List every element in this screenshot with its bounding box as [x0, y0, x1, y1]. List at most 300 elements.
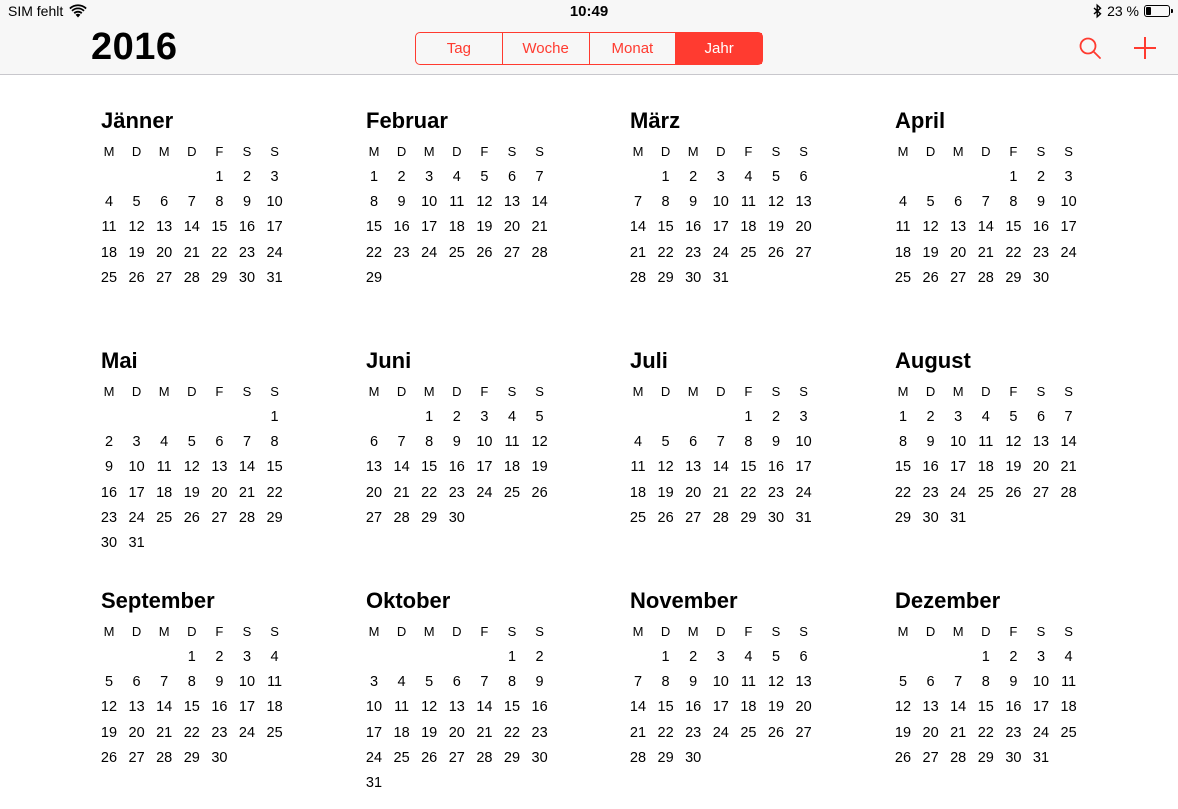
month-august[interactable] — [895, 346, 1095, 569]
day-cell[interactable]: 24 — [712, 724, 729, 741]
day-cell[interactable]: 30 — [685, 749, 702, 766]
day-cell[interactable]: 16 — [100, 484, 118, 501]
day-cell[interactable]: 8 — [661, 674, 670, 691]
day-cell[interactable]: 2 — [771, 409, 781, 425]
day-cell[interactable]: 26 — [421, 749, 438, 766]
day-cell[interactable]: 9 — [397, 194, 406, 211]
day-cell[interactable]: 12 — [767, 674, 785, 691]
day-cell[interactable]: 10 — [950, 434, 967, 451]
day-cell[interactable]: 31 — [266, 269, 283, 286]
day-cell[interactable]: 17 — [950, 459, 967, 476]
day-cell[interactable]: 12 — [183, 459, 200, 476]
day-cell[interactable]: 5 — [771, 649, 781, 665]
day-cell[interactable]: 29 — [740, 509, 757, 526]
day-cell[interactable]: 10 — [712, 674, 729, 691]
day-cell[interactable]: 15 — [211, 219, 228, 236]
month-november[interactable] — [630, 586, 830, 809]
day-cell[interactable]: 21 — [531, 219, 548, 236]
day-cell[interactable]: 26 — [922, 269, 939, 286]
day-cell[interactable]: 24 — [950, 484, 967, 501]
day-cell[interactable]: 12 — [922, 219, 939, 236]
day-cell[interactable]: 14 — [950, 699, 967, 716]
day-cell[interactable]: 9 — [104, 459, 114, 476]
day-cell[interactable]: 20 — [795, 219, 812, 236]
day-cell[interactable]: 3 — [480, 409, 489, 425]
day-cell[interactable]: 20 — [211, 484, 228, 501]
day-cell[interactable]: 4 — [507, 409, 517, 425]
day-cell[interactable]: 23 — [685, 244, 702, 261]
day-cell[interactable]: 6 — [369, 434, 379, 451]
day-cell[interactable]: 10 — [795, 434, 812, 451]
day-cell[interactable]: 17 — [365, 724, 383, 741]
day-cell[interactable]: 23 — [211, 724, 228, 741]
day-cell[interactable]: 28 — [950, 749, 967, 766]
day-cell[interactable]: 4 — [744, 169, 753, 185]
month-oktober[interactable] — [366, 586, 566, 809]
day-cell[interactable]: 25 — [393, 749, 410, 766]
day-cell[interactable]: 26 — [531, 484, 548, 501]
day-cell[interactable]: 22 — [211, 244, 228, 261]
day-cell[interactable]: 6 — [926, 674, 935, 691]
day-cell[interactable]: 2 — [1036, 169, 1046, 185]
day-cell[interactable]: 26 — [1005, 484, 1022, 501]
day-cell[interactable]: 25 — [503, 484, 521, 501]
month-title[interactable]: November — [630, 588, 738, 613]
day-cell[interactable]: 5 — [898, 674, 908, 691]
day-cell[interactable]: 7 — [187, 194, 196, 211]
day-cell[interactable]: 19 — [894, 724, 912, 741]
day-cell[interactable]: 26 — [767, 244, 785, 261]
day-cell[interactable]: 29 — [183, 749, 200, 766]
day-cell[interactable]: 27 — [950, 269, 967, 286]
day-cell[interactable]: 10 — [266, 194, 283, 211]
day-cell[interactable]: 23 — [922, 484, 939, 501]
day-cell[interactable]: 16 — [448, 459, 465, 476]
day-cell[interactable]: 8 — [1009, 194, 1018, 211]
day-cell[interactable]: 22 — [365, 244, 383, 261]
day-cell[interactable]: 21 — [393, 484, 410, 501]
day-cell[interactable]: 15 — [421, 459, 438, 476]
day-cell[interactable]: 3 — [716, 169, 725, 185]
day-cell[interactable]: 24 — [238, 724, 256, 741]
day-cell[interactable]: 7 — [1064, 409, 1073, 425]
day-cell[interactable]: 9 — [1036, 194, 1046, 211]
day-cell[interactable]: 20 — [795, 699, 812, 716]
day-cell[interactable]: 24 — [128, 509, 145, 526]
day-cell[interactable]: 17 — [1060, 219, 1077, 236]
day-cell[interactable]: 14 — [393, 459, 410, 476]
day-cell[interactable]: 8 — [187, 674, 196, 691]
day-cell[interactable]: 29 — [503, 749, 521, 766]
day-cell[interactable]: 6 — [215, 434, 224, 451]
day-cell[interactable]: 15 — [183, 699, 200, 716]
day-cell[interactable]: 29 — [657, 269, 674, 286]
day-cell[interactable]: 24 — [1032, 724, 1050, 741]
day-cell[interactable]: 3 — [369, 674, 379, 691]
day-cell[interactable]: 14 — [1060, 434, 1077, 451]
day-cell[interactable]: 29 — [211, 269, 228, 286]
day-cell[interactable]: 24 — [712, 244, 729, 261]
day-cell[interactable]: 22 — [266, 484, 283, 501]
day-cell[interactable]: 13 — [795, 194, 812, 211]
day-cell[interactable]: 18 — [740, 219, 757, 236]
day-cell[interactable]: 27 — [795, 244, 812, 261]
day-cell[interactable]: 20 — [156, 244, 173, 261]
day-cell[interactable]: 25 — [977, 484, 994, 501]
month-dezember[interactable] — [895, 586, 1095, 809]
day-cell[interactable]: 16 — [767, 459, 785, 476]
day-cell[interactable]: 18 — [448, 219, 465, 236]
day-cell[interactable]: 2 — [104, 434, 114, 451]
day-cell[interactable]: 24 — [266, 244, 283, 261]
day-cell[interactable]: 3 — [1064, 169, 1073, 185]
month-september[interactable] — [101, 586, 301, 809]
day-cell[interactable]: 8 — [661, 194, 670, 211]
day-cell[interactable]: 27 — [211, 509, 228, 526]
day-cell[interactable]: 7 — [981, 194, 990, 211]
day-cell[interactable]: 30 — [685, 269, 702, 286]
day-cell[interactable]: 3 — [425, 169, 434, 185]
day-cell[interactable]: 4 — [160, 434, 169, 451]
day-cell[interactable]: 13 — [128, 699, 145, 716]
day-cell[interactable]: 10 — [1032, 674, 1050, 691]
day-cell[interactable]: 6 — [160, 194, 169, 211]
day-cell[interactable]: 20 — [1032, 459, 1050, 476]
day-cell[interactable]: 8 — [744, 434, 753, 451]
month-title[interactable]: April — [895, 108, 946, 133]
day-cell[interactable]: 1 — [981, 649, 990, 665]
day-cell[interactable]: 20 — [922, 724, 939, 741]
day-cell[interactable]: 13 — [156, 219, 173, 236]
month-title[interactable]: März — [630, 108, 681, 133]
day-cell[interactable]: 17 — [1032, 699, 1050, 716]
day-cell[interactable]: 10 — [238, 674, 256, 691]
day-cell[interactable]: 7 — [480, 674, 489, 691]
day-cell[interactable]: 23 — [767, 484, 785, 501]
day-cell[interactable]: 25 — [100, 269, 118, 286]
day-cell[interactable]: 25 — [1060, 724, 1077, 741]
day-cell[interactable]: 2 — [689, 169, 698, 185]
month-title[interactable]: Mai — [101, 348, 138, 373]
day-cell[interactable]: 11 — [740, 674, 756, 691]
day-cell[interactable]: 27 — [128, 749, 145, 766]
day-cell[interactable]: 15 — [365, 219, 383, 236]
day-cell[interactable]: 18 — [503, 459, 521, 476]
day-cell[interactable]: 6 — [507, 169, 517, 185]
day-cell[interactable]: 10 — [712, 194, 729, 211]
day-cell[interactable]: 23 — [238, 244, 256, 261]
day-cell[interactable]: 18 — [393, 724, 410, 741]
day-cell[interactable]: 2 — [397, 169, 406, 185]
day-cell[interactable]: 3 — [270, 169, 279, 185]
day-cell[interactable]: 26 — [183, 509, 200, 526]
day-cell[interactable]: 27 — [365, 509, 383, 526]
day-cell[interactable]: 19 — [128, 244, 145, 261]
day-cell[interactable]: 9 — [215, 674, 224, 691]
day-cell[interactable]: 22 — [740, 484, 757, 501]
day-cell[interactable]: 18 — [977, 459, 994, 476]
month-februar[interactable] — [366, 106, 566, 329]
day-cell[interactable]: 4 — [633, 434, 643, 451]
day-cell[interactable]: 7 — [716, 434, 725, 451]
day-cell[interactable]: 25 — [740, 244, 757, 261]
day-cell[interactable]: 21 — [629, 724, 647, 741]
day-cell[interactable]: 19 — [531, 459, 548, 476]
day-cell[interactable]: 21 — [156, 724, 173, 741]
month-title[interactable]: September — [101, 588, 215, 613]
day-cell[interactable]: 13 — [503, 194, 521, 211]
day-cell[interactable]: 5 — [187, 434, 196, 451]
day-cell[interactable]: 28 — [183, 269, 200, 286]
day-cell[interactable]: 31 — [712, 269, 729, 286]
day-cell[interactable]: 29 — [365, 269, 383, 286]
day-cell[interactable]: 30 — [922, 509, 939, 526]
day-cell[interactable]: 1 — [898, 409, 908, 425]
day-cell[interactable]: 10 — [476, 434, 493, 451]
day-cell[interactable]: 16 — [922, 459, 939, 476]
day-cell[interactable]: 18 — [1060, 699, 1077, 716]
day-cell[interactable]: 11 — [101, 219, 117, 236]
day-cell[interactable]: 6 — [689, 434, 698, 451]
day-cell[interactable]: 31 — [950, 509, 967, 526]
day-cell[interactable]: 9 — [1009, 674, 1018, 691]
day-cell[interactable]: 8 — [215, 194, 224, 211]
day-cell[interactable]: 27 — [1032, 484, 1050, 501]
day-cell[interactable]: 23 — [100, 509, 118, 526]
day-cell[interactable]: 8 — [270, 434, 279, 451]
day-cell[interactable]: 1 — [1009, 169, 1018, 185]
day-cell[interactable]: 1 — [425, 409, 434, 425]
day-cell[interactable]: 7 — [954, 674, 963, 691]
day-cell[interactable]: 19 — [767, 219, 785, 236]
day-cell[interactable]: 6 — [132, 674, 141, 691]
day-cell[interactable]: 28 — [393, 509, 410, 526]
day-cell[interactable]: 22 — [183, 724, 200, 741]
day-cell[interactable]: 17 — [795, 459, 812, 476]
day-cell[interactable]: 24 — [795, 484, 812, 501]
day-cell[interactable]: 28 — [629, 269, 647, 286]
day-cell[interactable]: 16 — [685, 699, 702, 716]
day-cell[interactable]: 17 — [476, 459, 493, 476]
day-cell[interactable]: 3 — [799, 409, 808, 425]
month-title[interactable]: Februar — [366, 108, 448, 133]
day-cell[interactable]: 26 — [128, 269, 145, 286]
day-cell[interactable]: 5 — [771, 169, 781, 185]
day-cell[interactable]: 27 — [156, 269, 173, 286]
day-cell[interactable]: 28 — [629, 749, 647, 766]
day-cell[interactable]: 12 — [476, 194, 493, 211]
day-cell[interactable]: 2 — [242, 169, 252, 185]
day-cell[interactable]: 28 — [156, 749, 173, 766]
day-cell[interactable]: 22 — [657, 724, 674, 741]
day-cell[interactable]: 23 — [393, 244, 410, 261]
day-cell[interactable]: 20 — [365, 484, 383, 501]
day-cell[interactable]: 21 — [977, 244, 994, 261]
day-cell[interactable]: 16 — [211, 699, 228, 716]
day-cell[interactable]: 30 — [1005, 749, 1022, 766]
month-juli[interactable] — [630, 346, 830, 569]
day-cell[interactable]: 21 — [183, 244, 200, 261]
day-cell[interactable]: 16 — [685, 219, 702, 236]
day-cell[interactable]: 4 — [981, 409, 990, 425]
day-cell[interactable]: 27 — [922, 749, 939, 766]
day-cell[interactable]: 15 — [503, 699, 521, 716]
day-cell[interactable]: 7 — [633, 674, 643, 691]
search-icon[interactable] — [1076, 34, 1104, 62]
day-cell[interactable]: 10 — [365, 699, 383, 716]
day-cell[interactable]: 13 — [950, 219, 967, 236]
day-cell[interactable]: 29 — [266, 509, 283, 526]
day-cell[interactable]: 11 — [267, 674, 283, 691]
day-cell[interactable]: 28 — [1060, 484, 1077, 501]
day-cell[interactable]: 6 — [799, 649, 808, 665]
day-cell[interactable]: 18 — [100, 244, 118, 261]
day-cell[interactable]: 13 — [211, 459, 228, 476]
day-cell[interactable]: 8 — [369, 194, 379, 211]
day-cell[interactable]: 10 — [1060, 194, 1077, 211]
day-cell[interactable]: 11 — [978, 434, 994, 451]
month-title[interactable]: Oktober — [366, 588, 451, 613]
day-cell[interactable]: 3 — [132, 434, 141, 451]
day-cell[interactable]: 13 — [795, 674, 812, 691]
day-cell[interactable]: 2 — [535, 649, 544, 665]
day-cell[interactable]: 23 — [448, 484, 465, 501]
day-cell[interactable]: 6 — [1036, 409, 1046, 425]
day-cell[interactable]: 24 — [476, 484, 493, 501]
day-cell[interactable]: 27 — [503, 244, 521, 261]
day-cell[interactable]: 21 — [712, 484, 729, 501]
segment-week[interactable]: Woche — [503, 33, 590, 64]
day-cell[interactable]: 25 — [266, 724, 283, 741]
day-cell[interactable]: 1 — [369, 169, 379, 185]
day-cell[interactable]: 29 — [421, 509, 438, 526]
day-cell[interactable]: 20 — [128, 724, 145, 741]
day-cell[interactable]: 22 — [503, 724, 521, 741]
day-cell[interactable]: 16 — [1005, 699, 1022, 716]
day-cell[interactable]: 12 — [894, 699, 912, 716]
day-cell[interactable]: 22 — [977, 724, 994, 741]
day-cell[interactable]: 3 — [1036, 649, 1046, 665]
day-cell[interactable]: 15 — [894, 459, 912, 476]
day-cell[interactable]: 11 — [630, 459, 646, 476]
day-cell[interactable]: 23 — [685, 724, 702, 741]
day-cell[interactable]: 11 — [504, 434, 520, 451]
day-cell[interactable]: 22 — [421, 484, 438, 501]
day-cell[interactable]: 13 — [365, 459, 383, 476]
day-cell[interactable]: 21 — [1060, 459, 1077, 476]
day-cell[interactable]: 7 — [535, 169, 544, 185]
day-cell[interactable]: 26 — [894, 749, 912, 766]
year-title[interactable]: 2016 — [91, 26, 178, 68]
day-cell[interactable]: 8 — [425, 434, 434, 451]
day-cell[interactable]: 30 — [531, 749, 548, 766]
day-cell[interactable]: 15 — [977, 699, 994, 716]
day-cell[interactable]: 12 — [100, 699, 118, 716]
day-cell[interactable]: 28 — [238, 509, 256, 526]
day-cell[interactable]: 16 — [1032, 219, 1050, 236]
day-cell[interactable]: 11 — [895, 219, 911, 236]
day-cell[interactable]: 2 — [926, 409, 935, 425]
day-cell[interactable]: 14 — [712, 459, 729, 476]
day-cell[interactable]: 28 — [977, 269, 994, 286]
day-cell[interactable]: 31 — [365, 775, 383, 791]
day-cell[interactable]: 5 — [425, 674, 434, 691]
day-cell[interactable]: 7 — [397, 434, 406, 451]
day-cell[interactable]: 19 — [183, 484, 200, 501]
day-cell[interactable]: 19 — [922, 244, 939, 261]
day-cell[interactable]: 13 — [448, 699, 465, 716]
day-cell[interactable]: 12 — [657, 459, 674, 476]
day-cell[interactable]: 11 — [449, 194, 465, 211]
day-cell[interactable]: 7 — [160, 674, 169, 691]
day-cell[interactable]: 10 — [128, 459, 145, 476]
day-cell[interactable]: 13 — [685, 459, 702, 476]
day-cell[interactable]: 30 — [448, 509, 465, 526]
day-cell[interactable]: 29 — [977, 749, 994, 766]
day-cell[interactable]: 25 — [629, 509, 647, 526]
day-cell[interactable]: 9 — [771, 434, 781, 451]
day-cell[interactable]: 4 — [898, 194, 908, 211]
day-cell[interactable]: 14 — [531, 194, 548, 211]
day-cell[interactable]: 27 — [448, 749, 465, 766]
day-cell[interactable]: 4 — [104, 194, 114, 211]
day-cell[interactable]: 6 — [799, 169, 808, 185]
day-cell[interactable]: 19 — [767, 699, 785, 716]
day-cell[interactable]: 31 — [1032, 749, 1050, 766]
day-cell[interactable]: 21 — [476, 724, 493, 741]
day-cell[interactable]: 10 — [421, 194, 438, 211]
day-cell[interactable]: 1 — [661, 169, 670, 185]
day-cell[interactable]: 14 — [977, 219, 994, 236]
day-cell[interactable]: 30 — [1032, 269, 1050, 286]
day-cell[interactable]: 2 — [215, 649, 224, 665]
day-cell[interactable]: 17 — [712, 699, 729, 716]
segment-month[interactable]: Monat — [590, 33, 677, 64]
day-cell[interactable]: 8 — [507, 674, 517, 691]
day-cell[interactable]: 11 — [394, 699, 410, 716]
day-cell[interactable]: 7 — [633, 194, 643, 211]
day-cell[interactable]: 28 — [476, 749, 493, 766]
day-cell[interactable]: 23 — [1005, 724, 1022, 741]
day-cell[interactable]: 19 — [421, 724, 438, 741]
day-cell[interactable]: 19 — [657, 484, 674, 501]
day-cell[interactable]: 9 — [242, 194, 252, 211]
day-cell[interactable]: 11 — [1061, 674, 1077, 691]
day-cell[interactable]: 16 — [531, 699, 548, 716]
month-juni[interactable] — [366, 346, 566, 569]
day-cell[interactable]: 25 — [894, 269, 912, 286]
day-cell[interactable]: 25 — [156, 509, 173, 526]
day-cell[interactable]: 19 — [476, 219, 493, 236]
day-cell[interactable]: 8 — [898, 434, 908, 451]
day-cell[interactable]: 21 — [629, 244, 647, 261]
day-cell[interactable]: 18 — [266, 699, 283, 716]
add-icon[interactable] — [1131, 34, 1159, 62]
day-cell[interactable]: 15 — [1005, 219, 1022, 236]
day-cell[interactable]: 5 — [926, 194, 935, 211]
day-cell[interactable]: 20 — [950, 244, 967, 261]
day-cell[interactable]: 18 — [629, 484, 647, 501]
day-cell[interactable]: 20 — [503, 219, 521, 236]
day-cell[interactable]: 11 — [156, 459, 172, 476]
day-cell[interactable]: 13 — [922, 699, 939, 716]
day-cell[interactable]: 24 — [365, 749, 383, 766]
month-title[interactable]: Juli — [630, 348, 668, 373]
day-cell[interactable]: 22 — [657, 244, 674, 261]
day-cell[interactable]: 30 — [238, 269, 256, 286]
month-maerz[interactable] — [630, 106, 830, 329]
day-cell[interactable]: 15 — [740, 459, 757, 476]
